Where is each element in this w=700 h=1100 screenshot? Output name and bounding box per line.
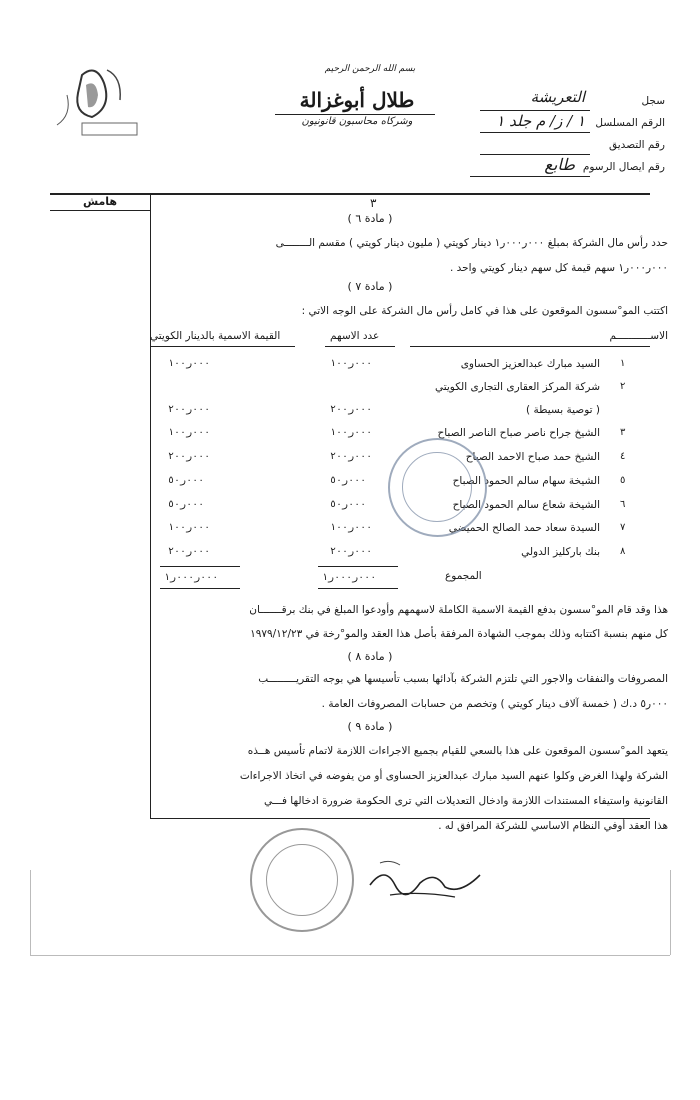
- subscriber-shares: ٠٠٠ر١٠٠: [330, 522, 373, 533]
- registry-line-1: [480, 110, 590, 111]
- firm-subtitle: وشركاه محاسبون قانونيون: [301, 116, 413, 127]
- total-value: ٠٠٠ر٠٠٠ر١: [164, 572, 219, 583]
- official-stamp: [388, 438, 487, 537]
- registry-line-4: [470, 176, 590, 177]
- article7-para2: كل منهم بنسبة اكتتابه وذلك بموجب الشهادة المرفقة بأصل هذا العقد والمو°رخة في ١٩٧٩/١٢/٢٣: [250, 628, 668, 640]
- registry-line-3: [480, 154, 590, 155]
- total-shares: ٠٠٠ر٠٠٠ر١: [322, 572, 377, 583]
- subscriber-name: السيدة سعاد حمد الصالح الحميضي: [448, 522, 600, 534]
- frame-bottom-rule: [150, 818, 650, 819]
- frame-right-outer: [670, 870, 671, 955]
- firm-rule: [275, 114, 435, 115]
- subscriber-value: ٠٠٠ر٥٠: [168, 475, 205, 486]
- bottom-seal: [250, 828, 354, 932]
- article9-line4: هذا العقد أوفي النظام الاساسي للشركة المرافق له .: [438, 820, 668, 832]
- row-index: ٣: [620, 427, 626, 438]
- subscriber-name: الشيخة شعاع سالم الحمود الصباح: [452, 499, 600, 511]
- article9-line2: الشركة ولهذا الغرض وكلوا عنهم السيد مبارك عبدالعزيز الحساوى أو من يفوضه في اتخاذ الاجراءات: [239, 770, 668, 782]
- article9-line1: يتعهد المو°سسون الموقعون على هذا بالسعي للقيام بجميع الاجراءات اللازمة لاتمام تأسيس هــذه: [247, 745, 668, 757]
- frame-left-outer: [30, 870, 31, 955]
- column-header-shares: عدد الاسهم: [330, 330, 380, 342]
- firm-name: طلال أبوغزالة: [299, 88, 415, 112]
- article6-line2: ٠٠٠ر٠٠٠ر١ سهم قيمة كل سهم دينار كويتي واحد .: [449, 262, 668, 274]
- subscriber-value: ٠٠٠ر٥٠: [168, 499, 205, 510]
- subscriber-shares: ٠٠٠ر١٠٠: [330, 358, 373, 369]
- subscriber-name: الشيخة سهام سالم الحمود الصباح: [452, 475, 600, 487]
- subscriber-shares: ٠٠٠ر١٠٠: [330, 427, 373, 438]
- subscriber-value: ٠٠٠ر٢٠٠: [168, 546, 211, 557]
- article6-line1: حدد رأس مال الشركة بمبلغ ٠٠٠ر٠٠٠ر١ دينار كويتي ( مليون دينار كويتي ) مقسم الــــــــى: [275, 237, 668, 249]
- column-header-value: القيمة الاسمية بالدينار الكويتي: [150, 330, 281, 342]
- total-rule-value-top: [160, 566, 240, 567]
- subscriber-value: ٠٠٠ر٢٠٠: [168, 404, 211, 415]
- subscriber-name: ( توصية بسيطة ): [526, 404, 600, 416]
- total-rule-shares-top: [318, 566, 398, 567]
- frame-bottom-outer: [30, 955, 670, 956]
- column-header-rule-name: [410, 346, 650, 347]
- table-row: [0, 427, 700, 445]
- bottom-seal-inner-ring: [266, 844, 338, 916]
- subscriber-value: ٠٠٠ر٢٠٠: [168, 451, 211, 462]
- subscriber-value: ٠٠٠ر١٠٠: [168, 427, 211, 438]
- margin-header-rule: [50, 210, 150, 211]
- total-rule-shares-bottom: [318, 588, 398, 589]
- subscriber-shares: ٠٠٠ر٢٠٠: [330, 451, 373, 462]
- margin-label: هامش: [82, 195, 118, 208]
- row-index: ٦: [620, 499, 626, 510]
- article9-heading: ( مادة ٩ ): [347, 720, 393, 733]
- row-index: ٤: [620, 451, 626, 462]
- article7-heading: ( مادة ٧ ): [347, 280, 393, 293]
- article8-heading: ( مادة ٨ ): [347, 650, 393, 663]
- column-header-rule-shares: [325, 346, 395, 347]
- column-header-name: الاســـــــــــم: [609, 330, 668, 342]
- article7-intro: اكتتب المو°سسون الموقعون على هذا في كامل رأس مال الشركة على الوجه الاتي :: [301, 305, 668, 317]
- row-index: ١: [620, 358, 626, 369]
- subscriber-shares: ٠٠٠ر٥٠: [330, 499, 367, 510]
- subscriber-name: السيد مبارك عبدالعزيز الحساوى: [460, 358, 600, 370]
- total-label: المجموع: [445, 570, 482, 582]
- registry-fees-value: طابع: [544, 155, 575, 174]
- subscriber-name: شركة المركز العقارى التجارى الكويتي: [434, 381, 600, 393]
- row-index: ٧: [620, 522, 626, 533]
- article8-line2: ٠٠٠ر٥ د.ك ( خمسة آلاف دينار كويتي ) وتخصم من حسابات المصروفات العامة .: [321, 698, 668, 710]
- subscriber-name: الشيخ جراح ناصر صباح الناصر الصباح: [437, 427, 600, 439]
- registry-record-label: سجل: [641, 95, 665, 107]
- table-row: [0, 451, 700, 469]
- registry-serial-value: ١ / ز/ م جلد ١: [496, 112, 585, 130]
- table-row: [0, 522, 700, 540]
- official-stamp-inner-ring: [402, 452, 472, 522]
- article9-line3: القانونية واستيفاء المستندات اللازمة وادخال التعديلات التي ترى الحكومة ضرورة ادخالها فـــي: [263, 795, 668, 807]
- table-row: [0, 404, 700, 422]
- subscriber-shares: ٠٠٠ر٢٠٠: [330, 546, 373, 557]
- subscriber-shares: ٠٠٠ر٢٠٠: [330, 404, 373, 415]
- table-row: [0, 381, 700, 399]
- row-index: ٢: [620, 381, 626, 392]
- corner-stamp: [52, 55, 147, 140]
- table-row: [0, 499, 700, 517]
- registry-certification-label: رقم التصديق: [609, 139, 665, 151]
- row-index: ٨: [620, 546, 626, 557]
- article6-heading: ( مادة ٦ ): [347, 212, 393, 225]
- row-index: ٥: [620, 475, 626, 486]
- subscriber-name: بنك باركليز الدولي: [521, 546, 600, 558]
- subscriber-value: ٠٠٠ر١٠٠: [168, 358, 211, 369]
- table-row: [0, 358, 700, 376]
- table-row: [0, 475, 700, 493]
- subscriber-value: ٠٠٠ر١٠٠: [168, 522, 211, 533]
- column-header-rule-value: [150, 346, 295, 347]
- registry-line-2: [480, 132, 590, 133]
- page-number: ٣: [370, 196, 377, 210]
- registry-fees-label: رقم ايصال الرسوم: [582, 161, 665, 173]
- table-row: [0, 546, 700, 564]
- article7-para1: هذا وقد قام المو°سسون بدفع القيمة الاسمية الكاملة لاسهمهم وأودعوا المبلغ في بنك برقـــــــان: [249, 604, 668, 616]
- total-rule-value-bottom: [160, 588, 240, 589]
- article8-line1: المصروفات والنفقات والاجور التي تلتزم الشركة بآدائها بسبب تأسيسها هي بوجه التقريـــــــــب: [258, 673, 668, 685]
- registry-record-value: التعريشة: [530, 88, 585, 106]
- subscriber-shares: ٠٠٠ر٥٠: [330, 475, 367, 486]
- bismillah: بسم الله الرحمن الرحيم: [324, 64, 416, 74]
- subscriber-name: الشيخ حمد صباح الاحمد الصباح: [465, 451, 600, 463]
- signature: [360, 855, 490, 905]
- registry-serial-label: الرقم المسلسل: [595, 117, 665, 129]
